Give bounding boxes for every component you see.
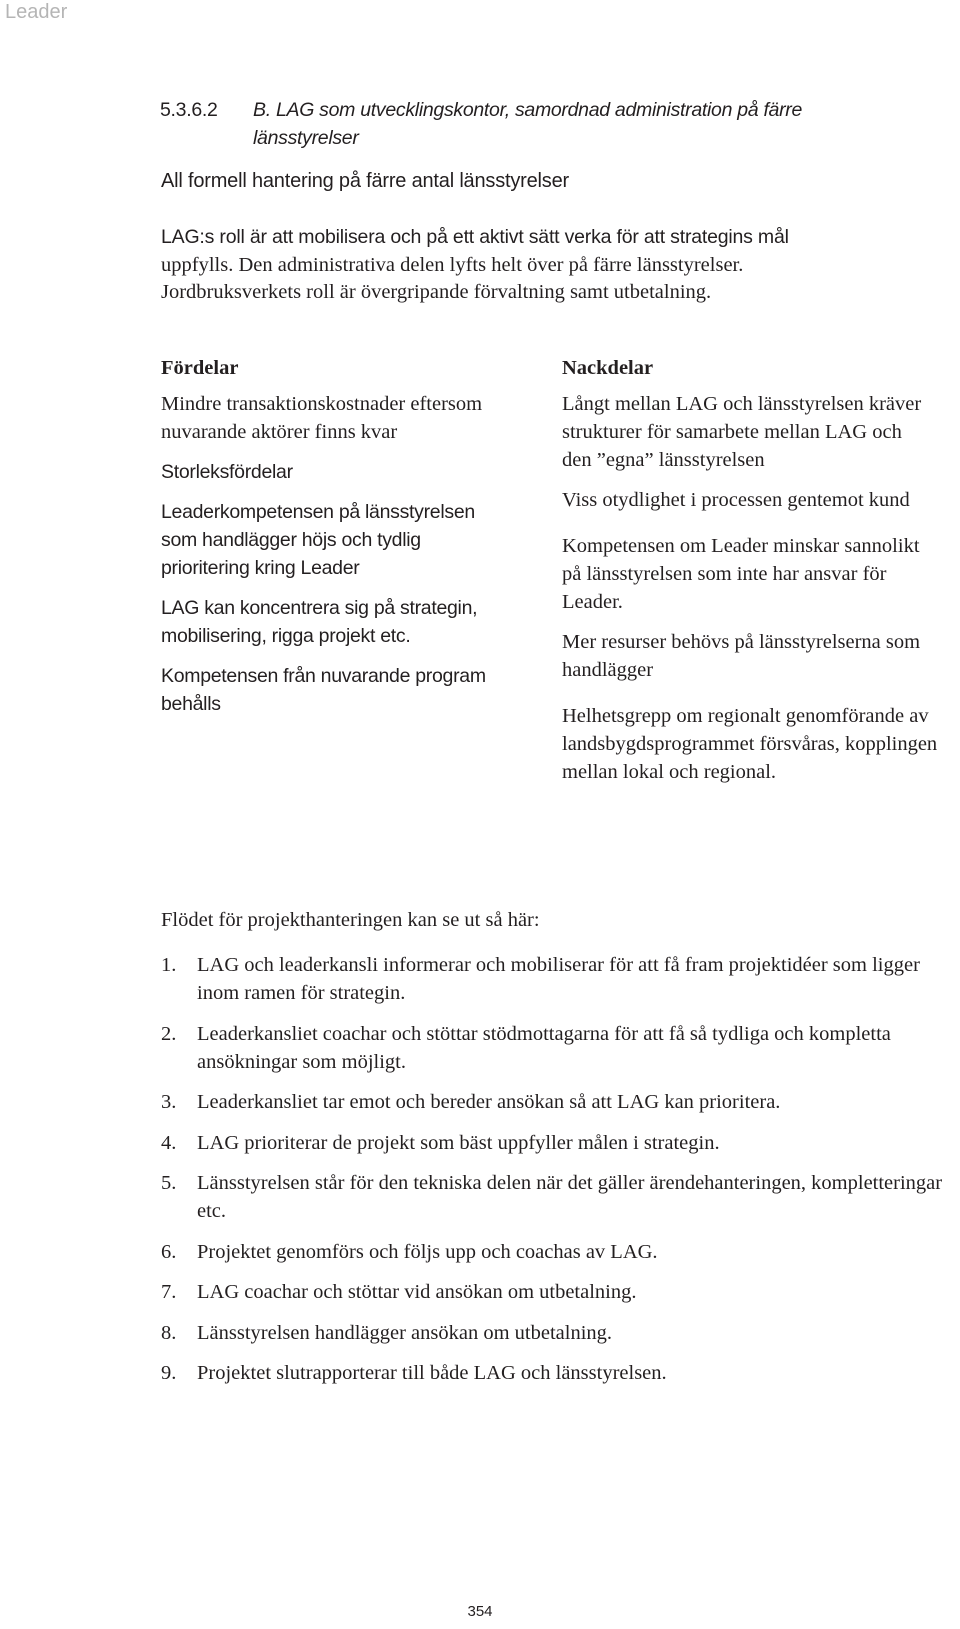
section-heading-line-1 (160, 96, 880, 124)
cons-item: Mer resurser behövs på länsstyrelserna som handlägger (562, 631, 921, 681)
list-item (161, 1169, 951, 1225)
cons-item: Kompetensen om Leader minskar sannolikt på länsstyrelsen som inte har ansvar för Leader. (562, 535, 920, 613)
pros-item: Mindre transaktionskostnader eftersom nuvarande aktörer finns kvar (161, 393, 483, 443)
flow-intro: Flödet för projekthanteringen kan se ut så här: (161, 909, 540, 931)
section-heading (160, 96, 880, 152)
step-text: LAG och leaderkansli informerar och mobiliserar för att få fram projektidéer som ligger inom ramen för strategin. (197, 954, 920, 1004)
intro-line-1: LAG:s roll är att mobilisera och på ett aktivt sätt verka för att strategins mål (161, 226, 789, 248)
step-number: 1. (161, 954, 177, 976)
section-subtitle: All formell hantering på färre antal länsstyrelser (161, 170, 569, 192)
list-item (161, 951, 951, 1007)
pros-item: LAG kan koncentrera sig på strategin, mobilisering, rigga projekt etc. (161, 597, 478, 647)
pros-column (161, 355, 541, 730)
step-number: 3. (161, 1091, 177, 1113)
list-item (161, 1129, 951, 1157)
pros-item: Kompetensen från nuvarande program behålls (161, 665, 486, 715)
intro-line-3: Jordbruksverkets roll är övergripande förvaltning samt utbetalning. (161, 281, 712, 303)
running-header: Leader (5, 1, 68, 23)
step-text: Projektet genomförs och följs upp och coachas av LAG. (197, 1240, 658, 1263)
step-number: 5. (161, 1172, 177, 1194)
intro-paragraph (161, 224, 921, 307)
step-number: 2. (161, 1022, 177, 1045)
pros-heading: Fördelar (161, 357, 239, 379)
cons-item: Långt mellan LAG och länsstyrelsen kräver strukturer för samarbete mellan LAG och den ”egna” länsstyrelsen (562, 393, 922, 471)
cons-item: Helhetsgrepp om regionalt genomförande av landsbygdsprogrammet försvåras, kopplingen mellan lokal och regional. (562, 705, 938, 783)
list-item (161, 1238, 951, 1266)
intro-line-2: uppfylls. Den administrativa delen lyfts helt över på färre länsstyrelser. (161, 253, 744, 276)
cons-item: Viss otydlighet i processen gentemot kund (562, 489, 910, 511)
step-text: LAG coachar och stöttar vid ansökan om utbetalning. (197, 1281, 637, 1303)
step-text: Projektet slutrapporterar till både LAG och länsstyrelsen. (197, 1362, 667, 1384)
step-text: Länsstyrelsen handlägger ansökan om utbetalning. (197, 1321, 613, 1344)
page-number: 354 (467, 1603, 493, 1620)
section-title-part-1: B. LAG som utvecklingskontor, samordnad administration på färre (253, 99, 803, 121)
step-number: 9. (161, 1362, 177, 1384)
step-text: Länsstyrelsen står för den tekniska delen när det gäller ärendehanteringen, kompletteringar etc. (197, 1172, 943, 1222)
section-number: 5.3.6.2 (160, 99, 218, 121)
step-number: 6. (161, 1240, 177, 1263)
cons-column (562, 355, 960, 798)
section-title-part-2: länsstyrelser (253, 127, 359, 149)
pros-item: Leaderkompetensen på länsstyrelsen som handlägger höjs och tydlig prioritering kring Leader (161, 501, 475, 579)
step-text: Leaderkansliet coachar och stöttar stödmottagarna för att få så tydliga och kompletta ansökningar som möjligt. (197, 1022, 891, 1073)
list-item (161, 1020, 951, 1076)
flow-steps-list (161, 951, 951, 1400)
list-item (161, 1278, 951, 1306)
cons-heading: Nackdelar (562, 357, 654, 379)
pros-item: Storleksfördelar (161, 461, 293, 483)
step-text: Leaderkansliet tar emot och bereder ansökan så att LAG kan prioritera. (197, 1091, 781, 1113)
step-number: 7. (161, 1281, 177, 1303)
step-text: LAG prioriterar de projekt som bäst uppfyller målen i strategin. (197, 1131, 720, 1154)
step-number: 8. (161, 1321, 177, 1344)
list-item (161, 1088, 951, 1116)
step-number: 4. (161, 1131, 177, 1154)
list-item (161, 1319, 951, 1347)
list-item (161, 1359, 951, 1387)
